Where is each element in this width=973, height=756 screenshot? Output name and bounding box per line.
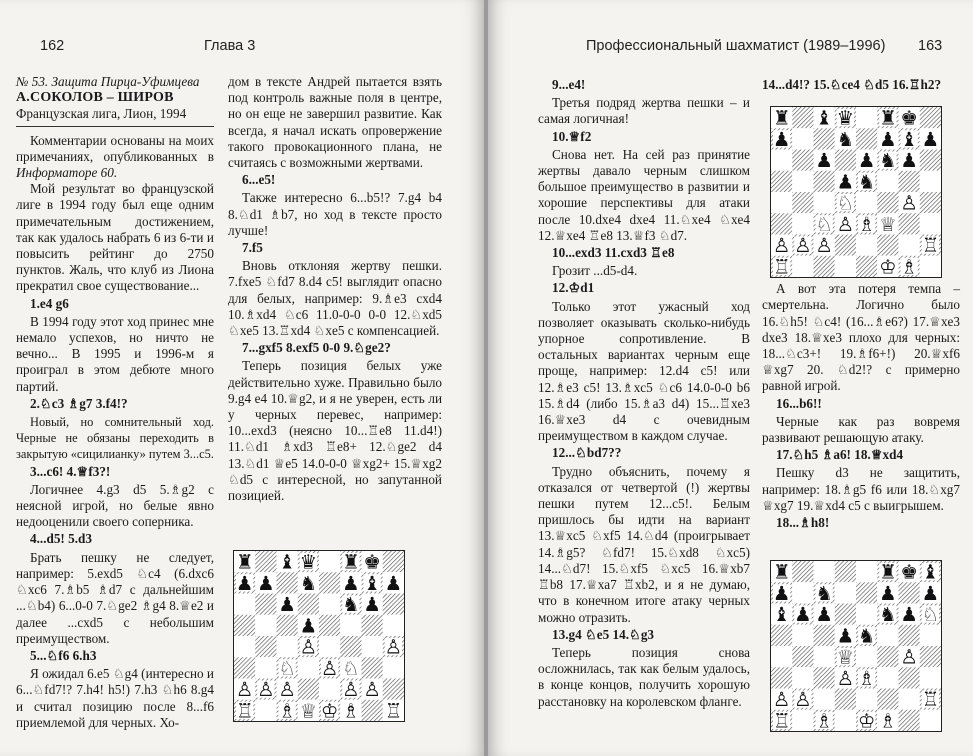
board-square xyxy=(920,256,941,277)
paragraph xyxy=(16,133,214,182)
paragraph: Трудно объяснить, почему я отказался от четвертой (!) жертвы пешки путем 12...c5!. Белым пришлось бы идти на вариант 13.♕xc5 ♘xf5 14.♘d4 (проигрывает 14.♗g5? ♘fd7! 15.♘xd8 ♘xc5) 14...♘d7! 15.♘xf5 ♘xc5 16.♕xb7 ♖b8 17.♕xa7 ♖xb2, и я не думаю, что в конечном итоге атаку черных можно отразить. xyxy=(538,463,750,625)
board-square xyxy=(899,689,920,710)
board-square xyxy=(340,636,361,657)
white-bishop-icon: ♗ xyxy=(342,699,360,721)
black-bishop-icon: ♝ xyxy=(278,551,296,574)
right-column-1 xyxy=(538,76,750,710)
board-square xyxy=(877,689,898,710)
board-square xyxy=(771,150,792,171)
board-square xyxy=(234,636,255,657)
move-line: 5...♘f6 6.h3 xyxy=(30,647,97,663)
white-rook-icon: ♖ xyxy=(384,699,403,721)
board-square xyxy=(319,636,340,657)
paragraph: Только этот ужасный ход позволяет оказывать сколько-нибудь упорное сопротивление. В остальных вариантах черным еще проще, например: 12.d4 c5! или 12.♗e3 c5! 13.♗xc5 ♘c6 14.0-0-0 b6 15.♗d4 (либо 15.♗a3 d4) 15...♖xe3 16.♕xe3 d4 с очевидным преимуществом в каждом случае. xyxy=(538,298,750,444)
white-knight-icon: ♘ xyxy=(278,656,296,680)
black-pawn-icon: ♟ xyxy=(900,603,918,627)
board-square xyxy=(255,594,276,615)
board-square xyxy=(920,107,941,128)
black-pawn-icon: ♟ xyxy=(836,624,855,648)
board-square xyxy=(277,572,298,593)
paragraph: Грозит ...d5-d4. xyxy=(552,263,638,279)
board-square xyxy=(835,689,856,710)
black-knight-icon: ♞ xyxy=(879,603,897,627)
black-pawn-icon: ♟ xyxy=(879,581,897,605)
chess-diagram-3 xyxy=(770,560,942,732)
board-square xyxy=(814,128,835,149)
board-square xyxy=(877,646,898,667)
board-square xyxy=(771,667,792,688)
board-square xyxy=(771,213,792,234)
left-running-head: Глава 3 xyxy=(204,38,256,54)
board-square xyxy=(792,107,813,128)
board-square xyxy=(920,150,941,171)
board-square xyxy=(298,594,319,615)
white-pawn-icon: ♙ xyxy=(836,212,855,236)
white-rook-icon: ♖ xyxy=(921,234,940,258)
board-square xyxy=(835,710,856,731)
board-square xyxy=(835,150,856,171)
white-knight-icon: ♘ xyxy=(342,656,360,680)
move-line: 14...d4!? 15.♘ce4 ♘d5 16.♖h2? xyxy=(762,77,942,92)
white-king-icon: ♔ xyxy=(857,709,876,731)
board-square xyxy=(814,625,835,646)
board-square xyxy=(383,657,404,678)
white-queen-icon: ♕ xyxy=(879,212,897,236)
board-square xyxy=(835,604,856,625)
board-square xyxy=(814,171,835,192)
black-rook-icon: ♜ xyxy=(772,107,791,130)
chess-diagram-1 xyxy=(233,550,405,722)
board-square xyxy=(255,700,276,721)
board-square xyxy=(277,636,298,657)
board-square xyxy=(920,646,941,667)
white-queen-icon: ♕ xyxy=(836,645,855,669)
white-rook-icon: ♖ xyxy=(235,699,254,721)
white-pawn-icon: ♙ xyxy=(794,688,812,712)
black-rook-icon: ♜ xyxy=(235,551,254,574)
move-line: 7.f5 xyxy=(242,240,263,256)
board-square xyxy=(814,646,835,667)
paragraph: В 1994 году этот ход принес мне немало успехов, но ничто не вечно... В 1995 и 1996-м я проиграл в этом дебюте много партий. xyxy=(16,313,214,394)
board-square xyxy=(234,615,255,636)
black-king-icon: ♚ xyxy=(363,551,381,574)
black-knight-icon: ♞ xyxy=(879,149,897,173)
board-square xyxy=(877,667,898,688)
board-square xyxy=(814,667,835,688)
board-square xyxy=(899,171,920,192)
board-square xyxy=(771,192,792,213)
white-pawn-icon: ♙ xyxy=(900,191,918,215)
board-square xyxy=(920,625,941,646)
black-queen-icon: ♛ xyxy=(299,551,318,574)
board-square xyxy=(277,615,298,636)
white-pawn-icon: ♙ xyxy=(384,635,403,659)
source-name: Информаторе 60. xyxy=(16,165,118,181)
board-square xyxy=(792,213,813,234)
paragraph: Вновь отклоняя жертву пешки. 7.fxe5 ♘fd7 8.d4 c5! выглядит опасно для белых, например: 9.♗e3 cxd4 10.♗xd4 ♘c6 11.0-0-0 0-0 12.♘xd5 ♘xe5 13.♖xd4 ♘xe5 с компенсацией. xyxy=(228,258,442,339)
board-square xyxy=(792,171,813,192)
board-square xyxy=(383,551,404,572)
white-bishop-icon: ♗ xyxy=(278,699,296,721)
board-square xyxy=(835,256,856,277)
board-square xyxy=(298,679,319,700)
board-square xyxy=(319,679,340,700)
board-square xyxy=(792,561,813,582)
paragraph: Теперь позиция снова осложнилась, так как белым удалось, в конце концов, получить хорошую расстановку на королевском фланге. xyxy=(538,644,750,709)
black-pawn-icon: ♟ xyxy=(879,127,897,151)
black-bishop-icon: ♝ xyxy=(363,571,381,595)
black-pawn-icon: ♟ xyxy=(794,603,812,627)
board-square xyxy=(792,646,813,667)
white-pawn-icon: ♙ xyxy=(363,678,381,702)
white-bishop-icon: ♗ xyxy=(815,709,833,731)
black-pawn-icon: ♟ xyxy=(857,149,876,173)
board-square xyxy=(792,625,813,646)
board-square xyxy=(362,700,383,721)
game-players: А.СОКОЛОВ – ШИРОВ xyxy=(16,90,174,106)
black-pawn-icon: ♟ xyxy=(900,149,918,173)
move-line: 1.e4 g6 xyxy=(30,295,69,311)
chess-board-3 xyxy=(771,561,941,731)
white-pawn-icon: ♙ xyxy=(772,688,791,712)
board-square xyxy=(792,150,813,171)
white-pawn-icon: ♙ xyxy=(278,678,296,702)
black-pawn-icon: ♟ xyxy=(299,614,318,638)
board-square xyxy=(835,582,856,603)
white-queen-icon: ♕ xyxy=(299,699,318,721)
black-bishop-icon: ♝ xyxy=(815,107,833,130)
white-knight-icon: ♘ xyxy=(836,191,855,215)
paragraph: Также интересно 6...b5!? 7.g4 b4 8.♘d1 ♗b7, но ход в тексте просто лучше! xyxy=(228,190,442,238)
board-square xyxy=(899,582,920,603)
board-square xyxy=(255,615,276,636)
board-square xyxy=(835,235,856,256)
board-square xyxy=(920,667,941,688)
board-square xyxy=(920,171,941,192)
paragraph: Черные как раз вовремя развивают решающую атаку. xyxy=(762,413,960,446)
chess-board-1 xyxy=(234,551,404,721)
board-square xyxy=(792,710,813,731)
left-page xyxy=(0,0,484,756)
white-pawn-icon: ♙ xyxy=(772,234,791,258)
board-square xyxy=(877,625,898,646)
move-line: 6...e5! xyxy=(242,172,276,188)
board-square xyxy=(298,657,319,678)
paragraph-text: Комментарии основаны на моих примечаниях, опубликованных в xyxy=(16,132,214,164)
black-rook-icon: ♜ xyxy=(342,551,360,574)
board-square xyxy=(255,657,276,678)
white-bishop-icon: ♗ xyxy=(879,709,897,731)
board-square xyxy=(319,615,340,636)
board-square xyxy=(340,615,361,636)
board-square xyxy=(899,667,920,688)
black-pawn-icon: ♟ xyxy=(772,127,791,151)
left-column-1 xyxy=(16,74,214,731)
paragraph: дом в тексте Андрей пытается взять под контроль важные поля в центре, но он еще не завершил развитие. Как всегда, я начал искать опровержение такого провокационного плана, не считаясь с возможными жертвами. xyxy=(228,74,442,171)
board-square xyxy=(920,710,941,731)
board-square xyxy=(899,235,920,256)
move-line: 12...♘bd7?? xyxy=(552,445,622,461)
black-king-icon: ♚ xyxy=(900,561,918,584)
move-line: 3...c6! 4.♕f3?! xyxy=(30,463,111,479)
game-event: Французская лига, Лион, 1994 xyxy=(16,106,187,122)
white-pawn-icon: ♙ xyxy=(257,678,275,702)
black-pawn-icon: ♟ xyxy=(921,127,940,151)
board-square xyxy=(771,625,792,646)
chess-diagram-2 xyxy=(770,106,942,278)
black-queen-icon: ♛ xyxy=(836,107,855,130)
board-square xyxy=(899,710,920,731)
title-rule xyxy=(16,126,214,127)
board-square xyxy=(792,582,813,603)
paragraph: Пешку d3 не защитить, например: 18.♗g5 f6 или 18.♘xg7 ♕xg7 19.♕xd4 c5 с выигрышем. xyxy=(762,465,960,513)
white-king-icon: ♔ xyxy=(320,699,339,721)
board-square xyxy=(814,561,835,582)
white-rook-icon: ♖ xyxy=(772,255,791,277)
black-rook-icon: ♜ xyxy=(879,107,897,130)
move-line: 13.g4 ♘e5 14.♘g3 xyxy=(552,626,655,642)
right-page xyxy=(488,0,973,756)
board-square xyxy=(383,679,404,700)
move-line: 17.♘h5 ♗a6! 18.♕xd4 xyxy=(776,447,904,463)
black-pawn-icon: ♟ xyxy=(815,603,833,627)
white-pawn-icon: ♙ xyxy=(900,645,918,669)
black-pawn-icon: ♟ xyxy=(921,581,940,605)
board-square xyxy=(319,551,340,572)
board-square xyxy=(234,594,255,615)
board-square xyxy=(234,657,255,678)
white-king-icon: ♔ xyxy=(879,255,897,277)
move-line: 4...d5! 5.d3 xyxy=(30,531,92,547)
black-pawn-icon: ♟ xyxy=(278,593,296,617)
black-rook-icon: ♜ xyxy=(772,561,791,584)
black-knight-icon: ♞ xyxy=(857,624,876,648)
black-knight-icon: ♞ xyxy=(857,170,876,194)
white-rook-icon: ♖ xyxy=(772,709,791,731)
board-square xyxy=(814,256,835,277)
board-square xyxy=(877,171,898,192)
white-bishop-icon: ♗ xyxy=(857,666,876,690)
board-square xyxy=(255,636,276,657)
white-knight-icon: ♘ xyxy=(921,603,940,627)
black-knight-icon: ♞ xyxy=(342,593,360,617)
board-square xyxy=(383,594,404,615)
paragraph: Брать пешку не следует, например: 5.exd5 ♘c4 (6.dxc6 ♘xc6 7.♗b5 ♗d7 с дальнейшим ...♘b4) 6...0-0 7.♘ge2 ♗g4 8.♕e2 и далее ...cxd5 с небольшим преимуществом. xyxy=(16,549,214,646)
paragraph: Мой результат во французской лиге в 1994 году был еще одним примечательным достижением, так как удалось набрать 6 из 6-ти и повысить рейтинг до 2750 пунктов. Жаль, что клуб из Лиона прекратил свое существование... xyxy=(16,181,214,294)
black-pawn-icon: ♟ xyxy=(772,581,791,605)
white-pawn-icon: ♙ xyxy=(235,678,254,702)
paragraph: Снова нет. На сей раз принятие жертвы давало черным слишком большое преимущество в развитии и хорошие перспективы для атаки после 10.dxe4 dxe4 11.♘xe4 ♘xe4 12.♕xe4 ♖e8 13.♕f3 ♘d7. xyxy=(538,146,750,243)
board-square xyxy=(792,128,813,149)
move-line: 16...b6!! xyxy=(776,395,822,411)
board-square xyxy=(856,128,877,149)
white-pawn-icon: ♙ xyxy=(320,656,339,680)
board-square xyxy=(362,615,383,636)
white-pawn-icon: ♙ xyxy=(299,635,318,659)
move-line: 18...♗h8! xyxy=(776,515,830,531)
paragraph: Логичнее 4.g3 d5 5.♗g2 с неясной игрой, но белые явно недооценили своего соперника. xyxy=(16,481,214,530)
board-square xyxy=(856,192,877,213)
black-bishop-icon: ♝ xyxy=(772,603,791,627)
white-pawn-icon: ♙ xyxy=(815,234,833,258)
paragraph: Третья подряд жертва пешки – и самая логичная! xyxy=(538,95,750,127)
board-square xyxy=(856,582,877,603)
board-square xyxy=(920,213,941,234)
board-square xyxy=(383,615,404,636)
board-square xyxy=(835,561,856,582)
board-square xyxy=(920,192,941,213)
black-bishop-icon: ♝ xyxy=(921,561,940,584)
board-square xyxy=(771,171,792,192)
move-line: 10.♕f2 xyxy=(552,128,592,144)
black-knight-icon: ♞ xyxy=(299,571,318,595)
black-pawn-icon: ♟ xyxy=(815,149,833,173)
left-page-number: 162 xyxy=(40,38,65,54)
move-line: 10...exd3 11.cxd3 ♖e8 xyxy=(552,245,675,261)
board-square xyxy=(771,646,792,667)
chess-board-2 xyxy=(771,107,941,277)
white-pawn-icon: ♙ xyxy=(342,678,360,702)
board-square xyxy=(856,561,877,582)
paragraph: Новый, но сомнительный ход. Черные не обязаны переходить в закрытую «сицилианку» путем 3...c5. xyxy=(16,415,214,462)
left-column-2 xyxy=(228,74,442,504)
black-pawn-icon: ♟ xyxy=(836,170,855,194)
board-square xyxy=(319,572,340,593)
black-pawn-icon: ♟ xyxy=(384,571,403,595)
black-knight-icon: ♞ xyxy=(836,127,855,151)
black-king-icon: ♚ xyxy=(900,107,918,130)
board-square xyxy=(362,636,383,657)
board-square xyxy=(319,594,340,615)
game-title: № 53. Защита Пирца-Уфимцева xyxy=(16,74,200,89)
board-square xyxy=(792,667,813,688)
board-square xyxy=(856,235,877,256)
board-square xyxy=(899,625,920,646)
board-square xyxy=(856,604,877,625)
black-bishop-icon: ♝ xyxy=(900,127,918,151)
paragraph: Я ожидал 6.e5 ♘g4 (интересно и 6...♘fd7!? 7.h4! h5!) 7.h3 ♘h6 8.g4 и считал позицию после 8...f6 приемлемой для черных. Хо- xyxy=(16,666,214,730)
black-knight-icon: ♞ xyxy=(815,581,833,605)
board-square xyxy=(792,256,813,277)
board-square xyxy=(814,192,835,213)
paragraph: А вот эта потеря темпа – смертельна. Логично было 16.♘h5! ♘c4! (16...♗e6?) 17.♕xe3 dxe3 18.♕xe3 плохо для черных: 18...♘c3+! 19.♗f6+!) 20.♕xf6 ♕xg7 20. ♘d2!? с примерно равной игрой. xyxy=(762,281,960,394)
board-square xyxy=(255,551,276,572)
board-square xyxy=(856,256,877,277)
board-square xyxy=(856,646,877,667)
black-pawn-icon: ♟ xyxy=(257,571,275,595)
board-square xyxy=(792,192,813,213)
board-square xyxy=(362,657,383,678)
move-line: 7...gxf5 8.exf5 0-0 9.♘ge2? xyxy=(242,340,391,356)
move-line: 2.♘c3 ♗g7 3.f4!? xyxy=(30,395,128,411)
black-rook-icon: ♜ xyxy=(879,561,897,584)
board-square xyxy=(899,213,920,234)
black-pawn-icon: ♟ xyxy=(235,571,254,595)
black-pawn-icon: ♟ xyxy=(363,593,381,617)
right-page-number: 163 xyxy=(918,38,943,54)
white-pawn-icon: ♙ xyxy=(836,666,855,690)
paragraph: Теперь позиция белых уже действительно хуже. Правильно было 9.g4 e4 10.♕g2, и я не уверен, есть ли у черных перевес, например: 10...exd3 (неясно 10...♖e8 11.d4!) 11.♘d1 ♗xd3 ♖e8+ 12.♘ge2 d4 13.♘d1 ♕e5 14.0-0-0 ♕xg2+ 15.♕xg2 ♘d5 с интересной, но запутанной позицией. xyxy=(228,358,442,504)
board-square xyxy=(856,689,877,710)
white-rook-icon: ♖ xyxy=(921,688,940,712)
board-square xyxy=(856,107,877,128)
white-bishop-icon: ♗ xyxy=(857,212,876,236)
board-square xyxy=(877,192,898,213)
board-square xyxy=(877,235,898,256)
black-pawn-icon: ♟ xyxy=(342,571,360,595)
white-bishop-icon: ♗ xyxy=(900,255,918,277)
white-knight-icon: ♘ xyxy=(815,212,833,236)
move-line: 9...e4! xyxy=(552,77,586,92)
right-running-head: Профессиональный шахматист (1989–1996) xyxy=(586,38,886,54)
move-line: 12.♔d1 xyxy=(552,280,595,296)
board-square xyxy=(814,689,835,710)
white-pawn-icon: ♙ xyxy=(794,234,812,258)
